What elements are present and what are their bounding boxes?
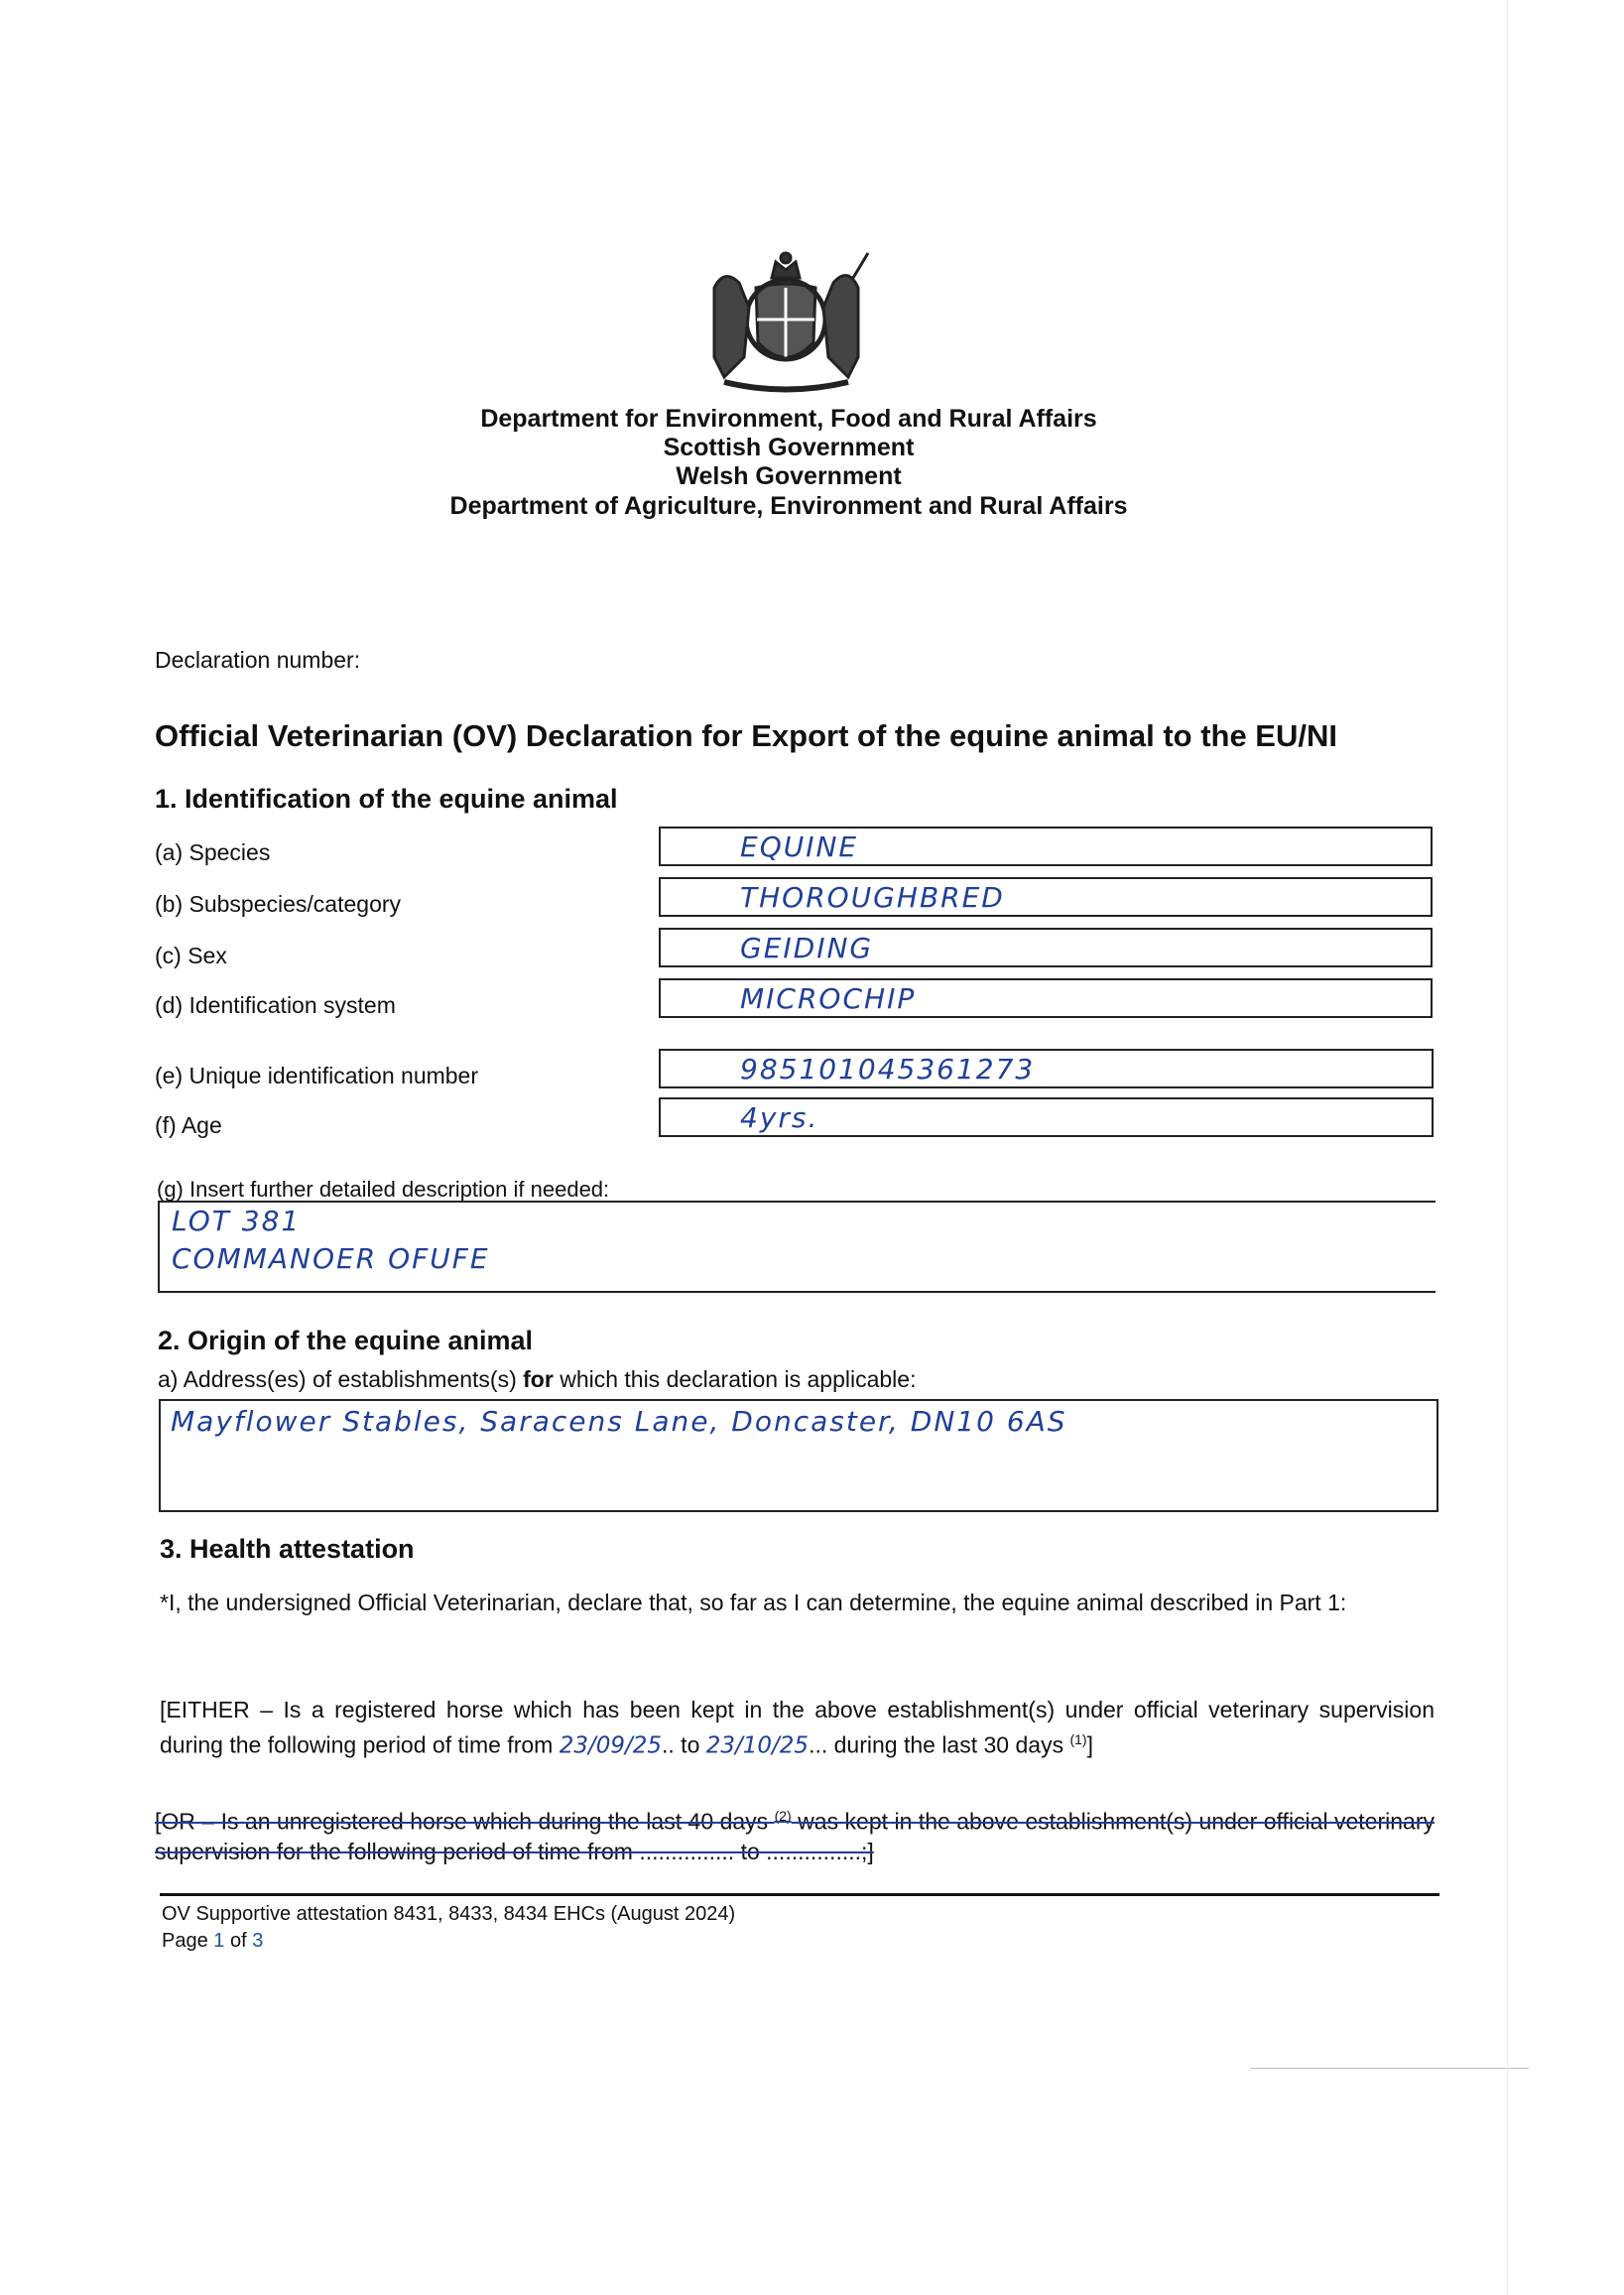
declaration-number-label: Declaration number: bbox=[155, 647, 361, 673]
uid-value: 985101045361273 bbox=[740, 1053, 1036, 1085]
either-end: ] bbox=[1086, 1731, 1093, 1758]
address-label-bold: for bbox=[523, 1366, 554, 1392]
to-date: 23/10/25 bbox=[705, 1732, 810, 1759]
uid-field[interactable] bbox=[659, 1049, 1434, 1088]
either-during: ... during the last 30 days bbox=[809, 1731, 1070, 1758]
royal-crest-logo bbox=[694, 248, 878, 397]
sex-value: GEIDING bbox=[740, 932, 874, 964]
identification-system-value: MICROCHIP bbox=[740, 982, 917, 1015]
sex-field[interactable] bbox=[659, 928, 1433, 967]
address-label-post: which this declaration is applicable: bbox=[553, 1366, 917, 1392]
section2-heading: 2. Origin of the equine animal bbox=[158, 1326, 534, 1355]
scan-edge-line bbox=[1507, 0, 1508, 2295]
further-description-field[interactable] bbox=[158, 1201, 1436, 1293]
address-value: Mayflower Stables, Saracens Lane, Doncaster, DN10 6AS bbox=[171, 1405, 1067, 1438]
or-text: [OR – Is an unregistered horse which during the last 40 days bbox=[155, 1808, 775, 1835]
identification-system-field[interactable] bbox=[659, 978, 1433, 1018]
department-welsh-government: Welsh Government bbox=[676, 462, 902, 490]
subspecies-label: (b) Subspecies/category bbox=[155, 891, 402, 917]
age-field[interactable] bbox=[659, 1097, 1434, 1137]
department-daera: Department of Agriculture, Environment and Rural Affairs bbox=[449, 492, 1128, 520]
either-to: .. to bbox=[662, 1731, 706, 1758]
further-line-1: LOT 381 bbox=[172, 1205, 302, 1237]
species-label: (a) Species bbox=[155, 839, 271, 865]
uid-label: (e) Unique identification number bbox=[155, 1063, 479, 1088]
either-clause bbox=[160, 1695, 1435, 1761]
address-label bbox=[158, 1366, 916, 1393]
or-clause-struck bbox=[155, 1801, 1435, 1866]
section3-heading: 3. Health attestation bbox=[160, 1534, 415, 1564]
page-number: 1 bbox=[213, 1930, 225, 1952]
species-field[interactable] bbox=[659, 827, 1433, 866]
document-title: Official Veterinarian (OV) Declaration for Export of the equine animal to the EU/NI bbox=[155, 718, 1337, 753]
footer-divider bbox=[160, 1893, 1439, 1896]
further-line-2: COMMANOER OFUFE bbox=[172, 1242, 490, 1275]
either-text: [EITHER – Is a registered horse which has been kept in the above establishment(s) under official veterinary supervision during the following period of time from bbox=[160, 1697, 1435, 1758]
footer-attestation: OV Supportive attestation 8431, 8433, 8434 EHCs (August 2024) bbox=[162, 1903, 736, 1925]
department-scottish-government: Scottish Government bbox=[663, 434, 915, 461]
identification-system-label: (d) Identification system bbox=[155, 992, 396, 1018]
subspecies-value: THOROUGHBRED bbox=[740, 881, 1005, 914]
section1-heading: 1. Identification of the equine animal bbox=[155, 784, 618, 814]
address-field[interactable] bbox=[159, 1399, 1438, 1512]
department-defra: Department for Environment, Food and Rural Affairs bbox=[480, 405, 1097, 433]
subspecies-field[interactable] bbox=[659, 877, 1433, 917]
footnote-ref-2: (2) bbox=[774, 1808, 792, 1824]
page-total: 3 bbox=[252, 1930, 264, 1952]
attestation-intro: *I, the undersigned Official Veterinarian, declare that, so far as I can determine, the equine animal described in Part 1: bbox=[160, 1590, 1347, 1615]
from-date: 23/09/25 bbox=[559, 1732, 663, 1759]
age-value: 4yrs. bbox=[740, 1101, 819, 1134]
further-description-label: (g) Insert further detailed description if needed: bbox=[157, 1177, 610, 1202]
page-indicator bbox=[162, 1930, 263, 1953]
or-text-post: was kept in the above establishment(s) under official veterinary supervision for the following period of time from ............... to ...............;] bbox=[155, 1808, 1435, 1864]
page-label: Page bbox=[162, 1930, 214, 1952]
footnote-ref-1: (1) bbox=[1069, 1731, 1087, 1747]
address-label-pre: a) Address(es) of establishments(s) bbox=[158, 1366, 524, 1392]
sex-label: (c) Sex bbox=[155, 943, 227, 968]
species-value: EQUINE bbox=[740, 830, 859, 863]
age-label: (f) Age bbox=[155, 1112, 222, 1138]
scan-artifact-line bbox=[1251, 2068, 1529, 2069]
of-label: of bbox=[224, 1930, 253, 1952]
